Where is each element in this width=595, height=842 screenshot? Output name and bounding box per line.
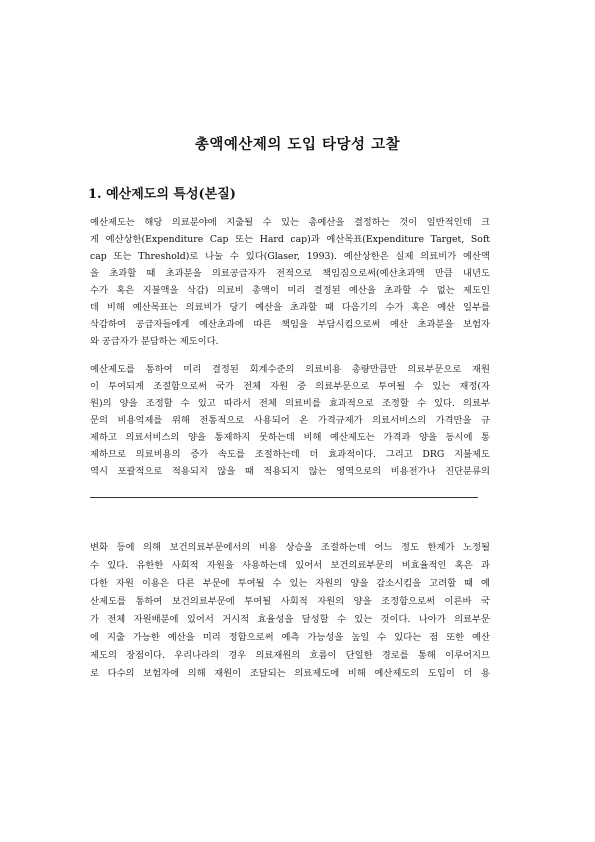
text-line: 예산제도를 통하여 미리 결정된 회계수준의 의료비용 총량만큼만 의료부문으로 재원 [90, 364, 490, 375]
text-line: 원)의 양을 조정할 수 있고 따라서 전체 의료비를 효과적으로 조정할 수 있다. 의료부 [90, 398, 490, 409]
text-line: 제하고 의료서비스의 양을 통제하지 못하는데 비해 예산제도는 가격과 양을 동시에 통 [90, 432, 490, 443]
text-line: 수 있다. 유한한 사회적 자원을 사용하는데 있어서 보건의료부문의 비효율적인 혹은 과 [90, 560, 490, 571]
text-line: 삭감하여 공급자들에게 예산초과에 따른 책임을 부담시킴으로써 예산 초과분을 보험자 [90, 319, 490, 330]
text-line: 제하므로 의료비용의 증가 속도를 조절하는데 더 효과적이다. 그리고 DRG 지불제도 [90, 449, 490, 460]
document-title: 총액예산제의 도입 타당성 고찰 [194, 136, 401, 153]
text-line: 을 초과할 때 초과분을 의료공급자가 전적으로 책임짐으로써(예산초과액 만큼 내년도 [90, 268, 490, 279]
text-line: 게 예산상한(Expenditure Cap 또는 Hard cap)과 예산목표(Expenditure Target, Soft [90, 234, 490, 245]
text-line: 역시 포괄적으로 적용되지 않을 때 적용되지 않는 영역으로의 비용전가나 진단분류의 [90, 466, 490, 477]
text-line: 산제도를 통하여 보건의료부문에 투여될 사회적 자원의 양을 조정함으로써 이른바 국 [90, 596, 490, 607]
text-line: 이 투여되게 조절함으로써 국가 전체 자원 중 의료부문으로 투여될 수 있는 재정(자 [90, 381, 490, 392]
page-break-rule [90, 497, 478, 498]
text-line: 에 지출 가능한 예산을 미리 정함으로써 예측 가능성을 높일 수 있다는 점 또한 예산 [90, 632, 490, 643]
text-line: 로 다수의 보험자에 의해 재원이 조달되는 의료제도에 비해 예산제도의 도입이 더 용 [90, 668, 490, 679]
text-line: 가 전체 자원배분에 있어서 거시적 효율성을 달성할 수 있는 것이다. 나아가 의료부문 [90, 614, 490, 625]
text-line: 변화 등에 의해 보건의료부문에서의 비용 상승을 조절하는데 어느 정도 한계가 노정될 [90, 542, 490, 553]
text-line: 와 공급자가 분담하는 제도이다. [90, 336, 219, 347]
text-line: 수가 혹은 지불액을 삭감) 의료비 총액이 미리 결정된 예산을 초과할 수 없는 제도인 [90, 285, 490, 296]
text-line: 다한 자원 이용은 다른 부문에 투여될 수 있는 자원의 양을 감소시킴을 고려할 때 예 [90, 578, 490, 589]
text-line: 예산제도는 해당 의료분야에 지출될 수 있는 총예산을 결정하는 것이 일반적인데 크 [90, 217, 490, 228]
section-heading: 1. 예산제도의 특성(본질) [88, 187, 236, 202]
text-line: 문의 비용억제를 위해 전통적으로 사용되어 온 가격규제가 의료서비스의 가격만을 규 [90, 415, 490, 426]
text-line: cap 또는 Threshold)로 나눌 수 있다(Glaser, 1993). 예산상한은 실제 의료비가 예산액 [90, 251, 490, 262]
text-line: 데 비해 예산목표는 의료비가 당기 예산을 초과할 때 다음기의 수가 혹은 예산 일부를 [90, 302, 490, 313]
text-line: 제도의 장점이다. 우리나라의 경우 의료재원의 흐름이 단일한 경로를 통해 이루어지므 [90, 650, 490, 661]
